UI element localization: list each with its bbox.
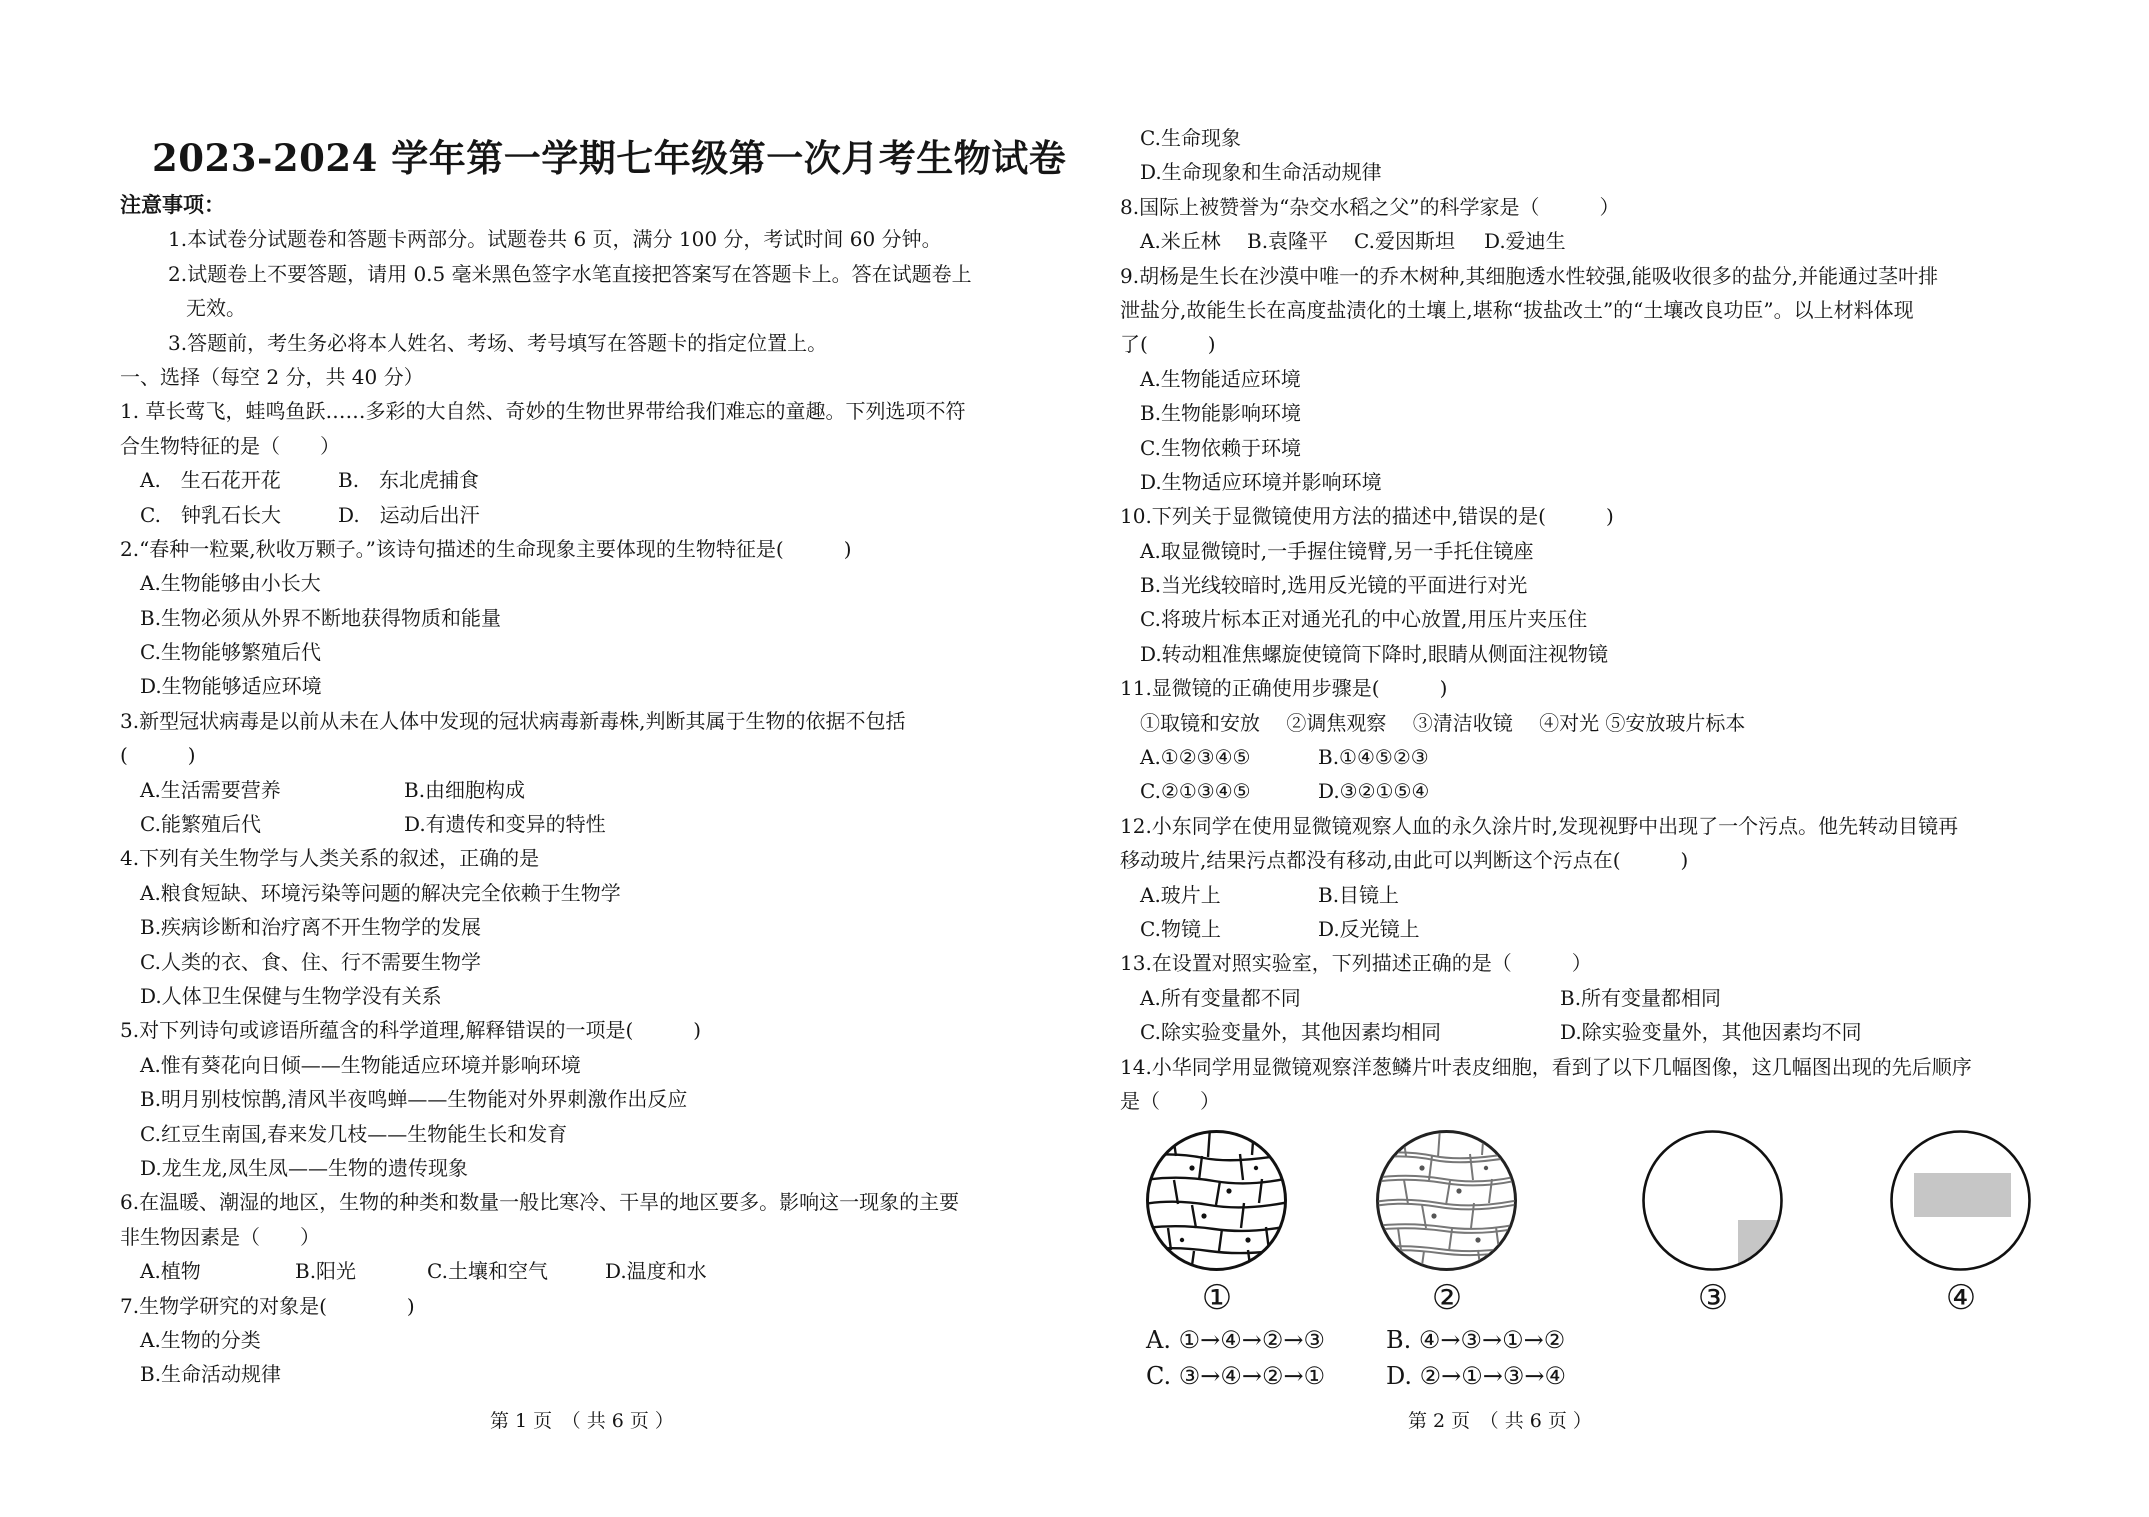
note-item: 3.答题前，考生务必将本人姓名、考场、考号填写在答题卡的指定位置上。 xyxy=(168,330,828,355)
note-item: 2.试题卷上不要答题，请用 0.5 毫米黑色签字水笔直接把答案写在答题卡上。答在试题卷上 xyxy=(168,261,972,286)
left-column xyxy=(120,0,1080,1517)
note-item: 无效。 xyxy=(186,296,246,321)
option: A. 生石花开花 xyxy=(140,468,281,493)
option-row xyxy=(1120,1015,2075,1049)
option-row xyxy=(1120,740,2075,774)
question-stem: 3.新型冠状病毒是以前从未在人体中发现的冠状病毒新毒株,判断其属于生物的依据不包括 xyxy=(120,708,906,733)
question-stem: 合生物特征的是（ ） xyxy=(120,433,340,458)
option-row xyxy=(1120,224,2075,258)
option: D.反光镜上 xyxy=(1318,916,1420,941)
figure-label: ③ xyxy=(1697,1278,1729,1318)
option: B.由细胞构成 xyxy=(404,777,526,802)
question-stem: 7.生物学研究的对象是( ) xyxy=(120,1293,415,1318)
option: A.生物能适应环境 xyxy=(1140,366,1301,391)
option: D.生命现象和生命活动规律 xyxy=(1140,160,1382,185)
question-stem: 12.小东同学在使用显微镜观察人血的永久涂片时,发现视野中出现了一个污点。他先转动目镜再 xyxy=(1120,813,1959,838)
answer-option-d: D. ②→①→③→④ xyxy=(1386,1362,1567,1390)
option-row xyxy=(1120,774,2075,808)
option: C.生物依赖于环境 xyxy=(1140,435,1301,460)
microscope-view-1 xyxy=(1144,1128,1289,1273)
option: B.明月别枝惊鹊,清风半夜鸣蝉——生物能对外界刺激作出反应 xyxy=(140,1087,688,1112)
option: C.爱因斯坦 xyxy=(1354,229,1455,254)
option: D.③②①⑤④ xyxy=(1318,779,1430,804)
option: A.所有变量都不同 xyxy=(1140,985,1301,1010)
section-heading: 一、选择（每空 2 分，共 40 分） xyxy=(120,364,424,389)
page-footer: 第 1 页 （ 共 6 页 ） xyxy=(490,1410,674,1432)
right-flow xyxy=(1120,121,2075,1118)
microscope-view-3 xyxy=(1640,1128,1785,1273)
option: A.粮食短缺、环境污染等问题的解决完全依赖于生物学 xyxy=(140,880,621,905)
option: C. 钟乳石长大 xyxy=(140,502,281,527)
option: C.将玻片标本正对通光孔的中心放置,用压片夹压住 xyxy=(1140,607,1588,632)
option: A.生物的分类 xyxy=(140,1327,261,1352)
figure-label: ② xyxy=(1431,1278,1463,1318)
question-stem: 11.显微镜的正确使用步骤是( ) xyxy=(1120,676,1448,701)
question-stem: 1. 草长莺飞，蛙鸣鱼跃……多彩的大自然、奇妙的生物世界带给我们难忘的童趣。下列选项不符 xyxy=(120,399,966,424)
question-stem: 是（ ） xyxy=(1120,1088,1220,1113)
question-stem: 非生物因素是（ ） xyxy=(120,1224,320,1249)
option: B.袁隆平 xyxy=(1247,229,1329,254)
option: D.人体卫生保健与生物学没有关系 xyxy=(140,983,442,1008)
microscope-view-4 xyxy=(1888,1128,2033,1273)
option-row xyxy=(120,773,1075,807)
option: A.惟有葵花向日倾——生物能适应环境并影响环境 xyxy=(140,1052,581,1077)
answer-option-b: B. ④→③→①→② xyxy=(1386,1326,1566,1354)
option: D.生物能够适应环境 xyxy=(140,674,322,699)
option: A.生活需要营养 xyxy=(140,777,281,802)
option: D.温度和水 xyxy=(605,1259,707,1284)
option: B.阳光 xyxy=(295,1259,357,1284)
option: B.生物能影响环境 xyxy=(1140,401,1302,426)
option: D.爱迪生 xyxy=(1484,229,1566,254)
option: A.玻片上 xyxy=(1140,882,1221,907)
option: D.转动粗准焦螺旋使镜筒下降时,眼睛从侧面注视物镜 xyxy=(1140,641,1609,666)
option: B.所有变量都相同 xyxy=(1560,985,1722,1010)
option: C.土壤和空气 xyxy=(427,1259,548,1284)
option: C.生命现象 xyxy=(1140,126,1241,150)
figure-label: ④ xyxy=(1945,1278,1977,1318)
option: C.人类的衣、食、住、行不需要生物学 xyxy=(140,949,481,974)
option: B.生命活动规律 xyxy=(140,1362,282,1387)
option-row xyxy=(120,807,1075,841)
right-column xyxy=(1120,0,2080,1517)
step-list: ①取镜和安放 ②调焦观察 ③清洁收镜 ④对光 ⑤安放玻片标本 xyxy=(1140,710,1746,735)
option: A.①②③④⑤ xyxy=(1140,745,1251,770)
answer-option-a: A. ①→④→②→③ xyxy=(1146,1326,1325,1354)
option: A.米丘林 xyxy=(1140,229,1221,254)
option: C.能繁殖后代 xyxy=(140,812,261,837)
page-footer: 第 2 页 （ 共 6 页 ） xyxy=(1408,1410,1592,1432)
option: D.龙生龙,凤生凤——生物的遗传现象 xyxy=(140,1155,469,1180)
option: D.有遗传和变异的特性 xyxy=(404,812,606,837)
option: D. 运动后出汗 xyxy=(338,502,480,527)
option: B.①④⑤②③ xyxy=(1318,745,1429,770)
question-stem: ( ) xyxy=(120,743,196,768)
option-row xyxy=(1120,878,2075,912)
answer-option-c: C. ③→④→②→① xyxy=(1146,1362,1326,1390)
option-row xyxy=(1120,912,2075,946)
left-flow xyxy=(120,188,1075,1392)
question-stem: 了( ) xyxy=(1120,332,1216,357)
option: B. 东北虎捕食 xyxy=(338,468,480,493)
option: B.当光线较暗时,选用反光镜的平面进行对光 xyxy=(1140,573,1528,598)
question-stem: 泄盐分,故能生长在高度盐渍化的土壤上,堪称“拔盐改土”的“土壤改良功臣”。以上材料体现 xyxy=(1120,297,1914,322)
page-title: 2023-2024 学年第一学期七年级第一次月考生物试卷 xyxy=(152,136,1067,180)
note-item: 1.本试卷分试题卷和答题卡两部分。试题卷共 6 页，满分 100 分，考试时间 60 分钟。 xyxy=(168,227,942,252)
option: A.生物能够由小长大 xyxy=(140,571,321,596)
option: B.疾病诊断和治疗离不开生物学的发展 xyxy=(140,915,482,940)
figure-label: ① xyxy=(1201,1278,1233,1318)
option: C.红豆生南国,春来发几枝——生物能生长和发育 xyxy=(140,1121,568,1146)
option: C.②①③④⑤ xyxy=(1140,779,1251,804)
option: C.除实验变量外，其他因素均相同 xyxy=(1140,1020,1441,1045)
option: C.生物能够繁殖后代 xyxy=(140,640,321,665)
question-stem: 6.在温暖、潮湿的地区，生物的种类和数量一般比寒冷、干旱的地区要多。影响这一现象的主要 xyxy=(120,1190,960,1215)
option: C.物镜上 xyxy=(1140,916,1221,941)
question-stem: 移动玻片,结果污点都没有移动,由此可以判断这个污点在( ) xyxy=(1120,848,1689,873)
question-stem: 13.在设置对照实验室，下列描述正确的是（ ） xyxy=(1120,951,1592,976)
option: A.取显微镜时,一手握住镜臂,另一手托住镜座 xyxy=(1140,538,1534,563)
question-stem: 14.小华同学用显微镜观察洋葱鳞片叶表皮细胞，看到了以下几幅图像，这几幅图出现的先后顺序 xyxy=(1120,1054,1972,1079)
question-stem: 8.国际上被赞誉为“杂交水稻之父”的科学家是（ ） xyxy=(1120,194,1620,219)
option: B.目镜上 xyxy=(1318,882,1400,907)
option: B.生物必须从外界不断地获得物质和能量 xyxy=(140,605,502,630)
question-stem: 10.下列关于显微镜使用方法的描述中,错误的是( ) xyxy=(1120,504,1614,529)
question-stem: 9.胡杨是生长在沙漠中唯一的乔木树种,其细胞透水性较强,能吸收很多的盐分,并能通过茎叶排 xyxy=(1120,263,1939,288)
option-row xyxy=(120,463,1075,497)
microscope-view-2 xyxy=(1374,1128,1519,1273)
option-row xyxy=(1120,981,2075,1015)
question-stem: 2.“春种一粒粟,秋收万颗子。”该诗句描述的生命现象主要体现的生物特征是( ) xyxy=(120,536,852,561)
question-stem: 5.对下列诗句或谚语所蕴含的科学道理,解释错误的一项是( ) xyxy=(120,1018,702,1043)
option: D.生物适应环境并影响环境 xyxy=(1140,469,1382,494)
question-stem: 4.下列有关生物学与人类关系的叙述，正确的是 xyxy=(120,846,540,871)
option: A.植物 xyxy=(140,1259,201,1284)
option-row xyxy=(120,498,1075,532)
option-row xyxy=(120,1254,1075,1288)
option: D.除实验变量外，其他因素均不同 xyxy=(1560,1020,1862,1045)
notes-heading: 注意事项： xyxy=(120,192,225,217)
